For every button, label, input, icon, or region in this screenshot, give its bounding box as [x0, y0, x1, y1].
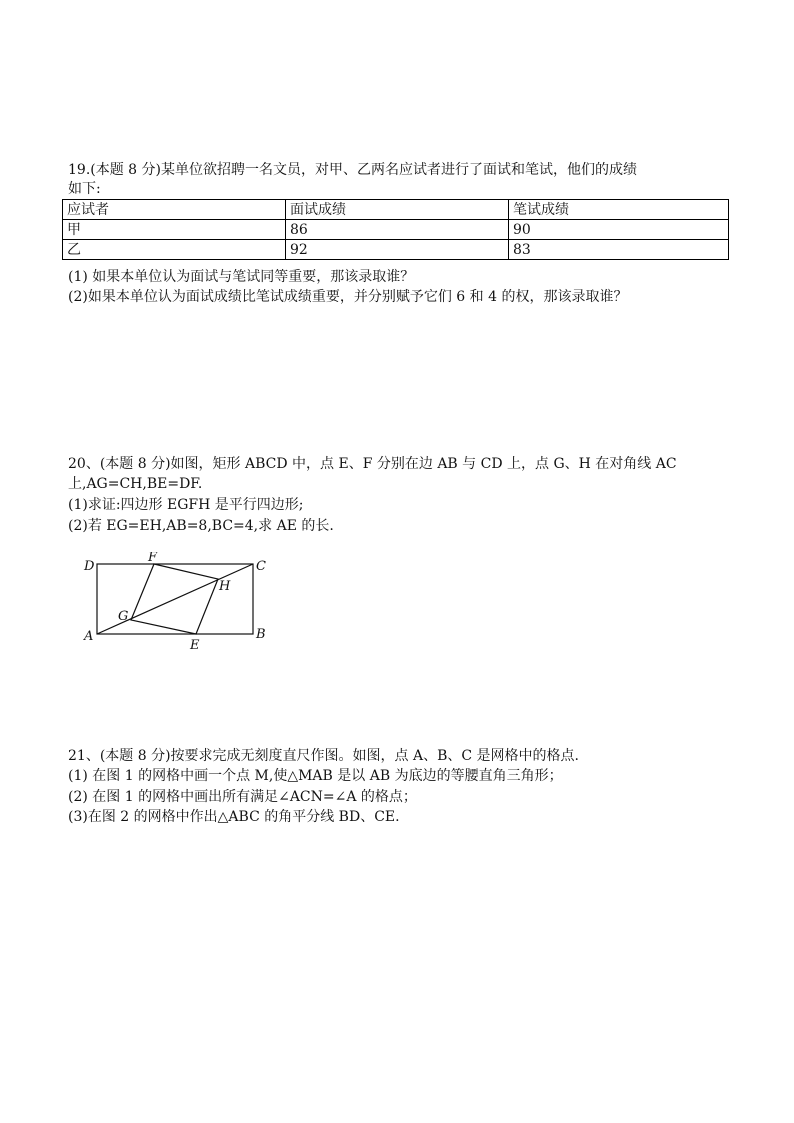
label-g: G	[118, 609, 129, 624]
label-h: H	[219, 579, 231, 594]
cell-candidate: 甲	[63, 220, 286, 240]
q19-sub2: (2)如果本单位认为面试成绩比笔试成绩重要，并分别赋予它们 6 和 4 的权，那该录取谁？	[68, 289, 628, 305]
q21-sub3: (3)在图 2 的网格中作出△ABC 的角平分线 BD、CE.	[68, 809, 400, 825]
q20-sub2: (2)若 EG=EH,AB=8,BC=4,求 AE 的长.	[68, 518, 334, 534]
rectangle-figure	[80, 552, 280, 657]
label-b: B	[256, 627, 266, 642]
q20-stem-line2: 上,AG=CH,BE=DF.	[68, 476, 203, 492]
label-a: A	[84, 629, 94, 644]
label-e: E	[190, 638, 200, 653]
q21-sub2: (2) 在图 1 的网格中画出所有满足∠ACN=∠A 的格点；	[68, 789, 417, 805]
label-c: C	[256, 559, 266, 574]
cell-written: 90	[509, 220, 729, 240]
table-row	[63, 240, 729, 260]
label-d: D	[84, 559, 95, 574]
q20-stem-line1: 20、(本题 8 分)如图，矩形 ABCD 中，点 E、F 分别在边 AB 与 CD 上，点 G、H 在对角线 AC	[68, 456, 677, 472]
q20-sub1: (1)求证:四边形 EGFH 是平行四边形;	[68, 497, 304, 513]
q21-sub1: (1) 在图 1 的网格中画一个点 M,使△MAB 是以 AB 为底边的等腰直角三角形；	[68, 768, 563, 784]
cell-written: 83	[509, 240, 729, 260]
q19-sub1: (1) 如果本单位认为面试与笔试同等重要，那该录取谁？	[68, 269, 415, 285]
q19-stem-line1: 19.(本题 8 分)某单位欲招聘一名文员，对甲、乙两名应试者进行了面试和笔试，他们的成绩	[68, 162, 637, 178]
header-written: 笔试成绩	[509, 200, 729, 220]
q21-stem-line1: 21、(本题 8 分)按要求完成无刻度直尺作图。如图，点 A、B、C 是网格中的格点.	[68, 748, 580, 764]
q19-stem-line2: 如下:	[68, 181, 101, 197]
score-table	[62, 199, 729, 260]
header-candidate: 应试者	[63, 200, 286, 220]
label-f: F	[148, 552, 158, 565]
table-header-row	[63, 200, 729, 220]
cell-interview: 92	[286, 240, 509, 260]
header-interview: 面试成绩	[286, 200, 509, 220]
table-row	[63, 220, 729, 240]
cell-candidate: 乙	[63, 240, 286, 260]
cell-interview: 86	[286, 220, 509, 240]
